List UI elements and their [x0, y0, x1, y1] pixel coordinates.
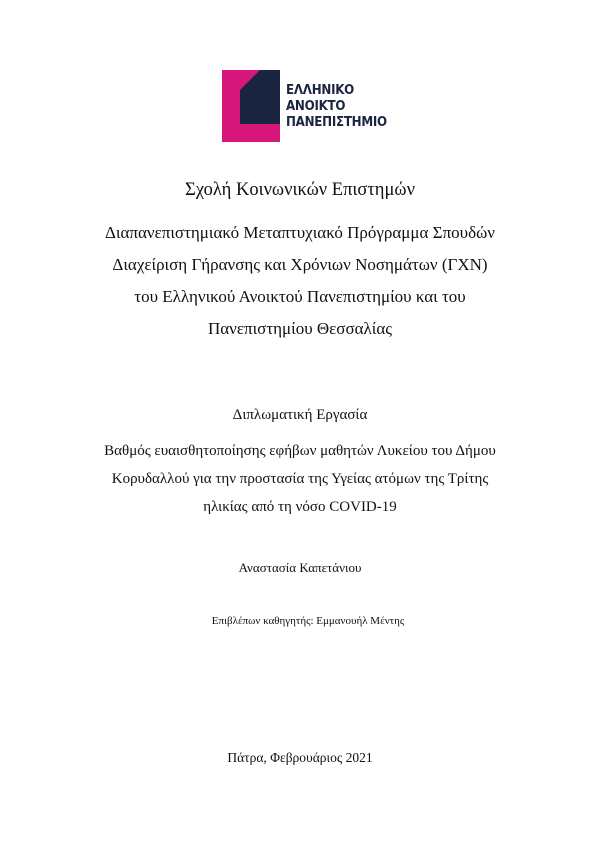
school-name: Σχολή Κοινωνικών Επιστημών: [185, 180, 415, 200]
supervisor: Επιβλέπων καθηγητής: Εμμανουήλ Μέντης: [211, 615, 405, 627]
eap-logo-mark-icon: [222, 70, 280, 142]
program-line-2: Διαχείριση Γήρανσης και Χρόνιων Νοσημάτων (ΓΧΝ): [112, 255, 488, 274]
logo-line-3: ΠΑΝΕΠΙΣΤΗΜΙΟ: [286, 114, 387, 130]
author-name: Αναστασία Καπετάνιου: [238, 560, 362, 575]
program-line-4: Πανεπιστημίου Θεσσαλίας: [207, 319, 392, 338]
thesis-label: Διπλωματική Εργασία: [232, 407, 368, 423]
program-line-1: Διαπανεπιστημιακό Μεταπτυχιακό Πρόγραμμα Σπουδών: [105, 223, 495, 242]
logo-line-2: ΑΝΟΙΚΤΟ: [286, 98, 346, 114]
thesis-title-line-1: Βαθμός ευαισθητοποίησης εφήβων μαθητών Λυκείου του Δήμου: [104, 443, 496, 459]
place-date: Πάτρα, Φεβρουάριος 2021: [227, 750, 373, 765]
university-logo: [222, 70, 422, 144]
thesis-title-line-3: ηλικίας από τη νόσο COVID-19: [203, 499, 397, 515]
program-line-3: του Ελληνικού Ανοικτού Πανεπιστημίου και του: [134, 287, 466, 306]
thesis-title-line-2: Κορυδαλλού για την προστασία της Υγείας ατόμων της Τρίτης: [111, 471, 489, 487]
logo-wordmark: [286, 82, 387, 130]
logo-line-1: ΕΛΛΗΝΙΚΟ: [286, 82, 355, 98]
